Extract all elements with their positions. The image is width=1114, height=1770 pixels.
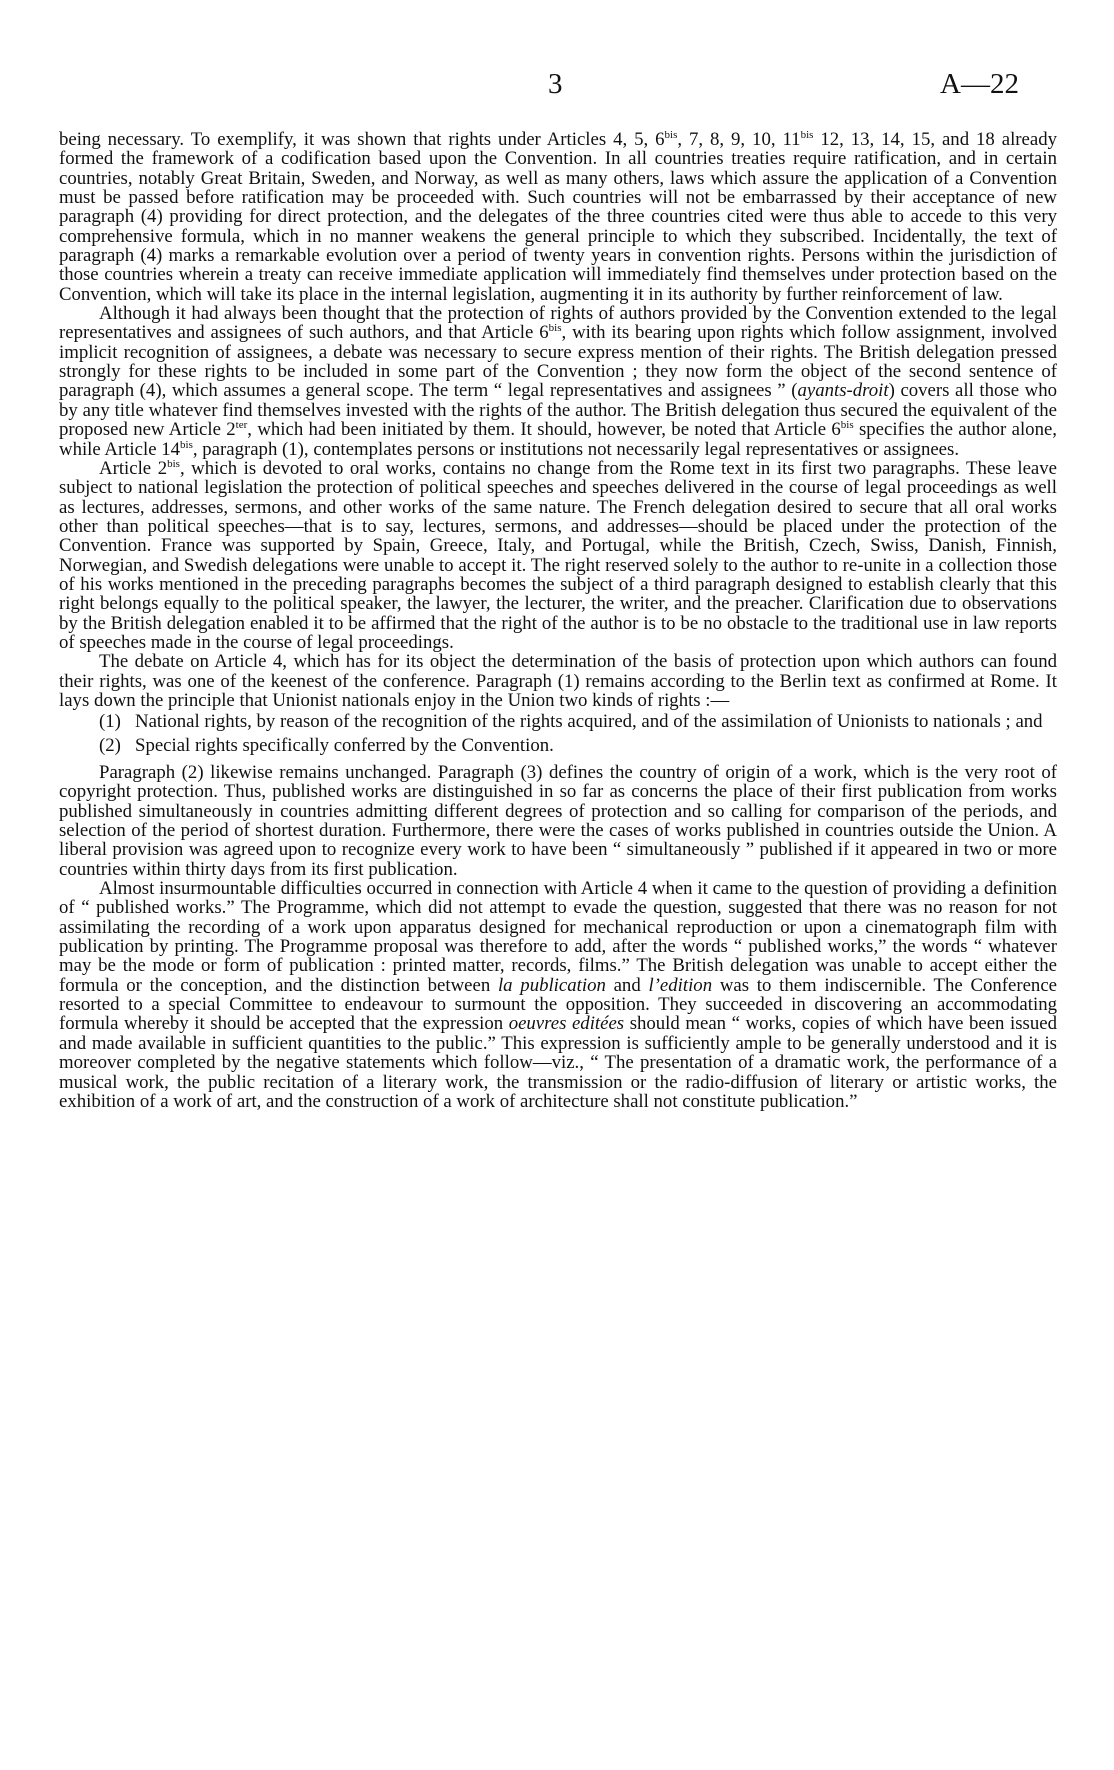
text-run: , which is devoted to oral works, contains no change from the Rome text in its first two paragraphs. These leave subject to national legislation the protection of political speeches and speeches delivered in the course of legal proceedings as well as lectures, addresses, sermons, and other works of the same nature. The French delegation desired to secure that all oral works other than political speeches—that is to say, lectures, sermons, and addresses—should be placed under the protection of the Convention. France was supported by Spain, Greece, Italy, and Portugal, while the British, Czech, Swiss, Danish, Finnish, Norwegian, and Swedish delegations were unable to accept it. The right reserved solely to the author to re-unite in a collection those of his works mentioned in the preceding paragraphs becomes the subject of a third paragraph designed to establish clearly that this right belongs equally to the political speaker, the lawyer, the lecturer, the writer, and the preacher. Clarification due to observations by the British delegation enabled it to be affirmed that the right of the author is to be no obstacle to the traditional use in law reports of speeches made in the course of legal proceedings.	[59, 457, 1057, 653]
text-run: Although it had always been thought that the protection of rights of authors provided by the Convention extended to the legal representatives and assignees of such authors, and that Article 6	[59, 303, 1057, 344]
page-header	[0, 68, 1114, 100]
text-run: , which had been initiated by them. It should, however, be noted that Article 6	[247, 419, 841, 441]
italic-term: oeuvres editées	[508, 1013, 625, 1035]
text-run: was to them indiscernible. The Conference resorted to a special Committee to endeavour to surmount the opposition. They succeeded in discovering an accommodating formula whereby it should be accepted that the expression	[59, 974, 1057, 1035]
list-item	[59, 712, 1057, 731]
page-number: 3	[548, 68, 563, 100]
text-run: ) covers all those who by any title whatever find themselves invested with the rights of the author. The British delegation thus secured the equivalent of the proposed new Article 2	[59, 380, 1057, 441]
paragraph-4: The debate on Article 4, which has for its object the determination of the basis of protection upon which authors can found their rights, was one of the keenest of the conference. Paragraph (1) remains according to the Berlin text as confirmed at Rome. It lays down the principle that Unionist nationals enjoy in the Union two kinds of rights :—	[59, 651, 1057, 711]
paragraph-6	[59, 879, 1057, 1111]
paragraph-5: Paragraph (2) likewise remains unchanged. Paragraph (3) defines the country of origin of a work, which is the very root of copyright protection. Thus, published works are distinguished in so far as concerns the place of their first publication from works published simultaneously in countries admitting different degrees of protection and so calling for comparison of the periods, and selection of the period of shortest duration. Furthermore, there were the cases of works published in countries outside the Union. A liberal provision was agreed upon to recognize every work to have been “ simultaneously ” published if it appeared in two or more countries within thirty days from its first publication.	[59, 762, 1057, 880]
superscript: bis	[800, 129, 814, 141]
text-run: Article 2	[99, 457, 168, 479]
text-run: , 7, 8, 9, 10, 11	[677, 129, 801, 150]
list-number: (2)	[99, 734, 121, 756]
paragraph-2	[59, 304, 1057, 459]
text-run: 12, 13, 14, 15, and 18 already formed the framework of a codification based upon the Convention. In all countries treaties require ratification, and in certain countries, notably Great Britain, Sweden, and Norway, as well as many others, laws which assure the application of a Convention must be passed before ratification may be proceeded with. Such countries will not be embarrassed by their acceptance of new paragraph (4) providing for direct protection, and the delegates of the three countries cited were thus able to accede to this very comprehensive formula, which in no manner weakens the general principle to which they subscribed. Incidentally, the text of paragraph (4) marks a remarkable evolution over a period of twenty years in convention rights. Persons within the jurisdiction of those countries wherein a treaty can receive immediate application will immediately find themselves under protection based on the Convention, which will take its place in the internal legislation, augmenting it in its authority by further reinforcement of law.	[59, 129, 1057, 305]
list-item-text: National rights, by reason of the recognition of the rights acquired, and of the assimilation of Unionists to nationals ; and	[135, 711, 1043, 733]
paragraph-3	[59, 459, 1057, 652]
text-run: Almost insurmountable difficulties occurred in connection with Article 4 when it came to the question of providing a definition of “ published works.” The Programme, which did not attempt to evade the question, suggested that there was no reason for not assimilating the recording of a work upon apparatus designed for mechanical reproduction or upon a cinematograph film with publication by printing. The Programme proposal was therefore to add, after the words “ published works,” the words “ whatever may be the mode or form of publication : printed matter, records, films.” The British delegation was unable to accept either the formula or the conception, and the distinction between	[59, 878, 1057, 996]
body-text	[59, 130, 1057, 1111]
text-run: , with its bearing upon rights which follow assignment, involved implicit recognition of assignees, a debate was necessary to secure express mention of their rights. The British delegation pressed strongly for these rights to be included in some part of the Convention ; they now form the object of the second sentence of paragraph (4), which assumes a general scope. The term “ legal representatives and assignees ” (	[59, 322, 1058, 402]
superscript: bis	[180, 438, 193, 451]
list-item-text: Special rights specifically conferred by the Convention.	[135, 734, 554, 756]
italic-term: l’edition	[648, 974, 713, 996]
text-run: being necessary. To exemplify, it was shown that rights under Articles 4, 5, 6	[59, 129, 665, 150]
italic-term: la publication	[497, 974, 606, 996]
document-reference: A—22	[940, 68, 1019, 100]
paragraph-1	[59, 130, 1057, 304]
text-run: and	[605, 974, 649, 996]
text-run: specifies the author alone, while Article 14	[59, 419, 1057, 460]
superscript: bis	[548, 322, 562, 335]
superscript: bis	[840, 419, 854, 432]
superscript: bis	[167, 457, 180, 470]
list-number: (1)	[99, 711, 121, 733]
text-run: , paragraph (1), contemplates persons or institutions not necessarily legal representatives or assignees.	[192, 438, 960, 460]
superscript: bis	[664, 129, 678, 141]
superscript: ter	[235, 419, 248, 432]
list-item	[59, 736, 1057, 755]
text-run: should mean “ works, copies of which have been issued and made available in sufficient quantities to the public.” This expression is sufficiently ample to be generally understood and it is moreover completed by the negative statements which follow—viz., “ The presentation of a dramatic work, the performance of a musical work, the public recitation of a literary work, the transmission or the radio-diffusion of literary or artistic works, the exhibition of a work of art, and the construction of a work of architecture shall not constitute publication.”	[59, 1013, 1057, 1112]
italic-term: ayants-droit	[797, 380, 889, 402]
